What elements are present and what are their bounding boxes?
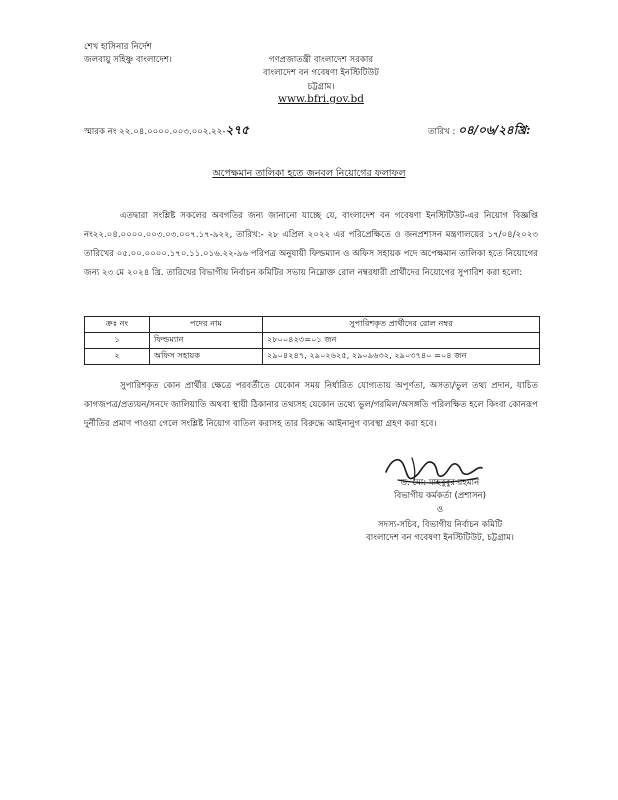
memo-number xyxy=(84,122,249,142)
table-row xyxy=(85,333,540,349)
slogan-line-2: জলবায়ু সহিষ্ণু বাংলাদেশ। xyxy=(84,55,173,65)
intro-paragraph: এতদ্বারা সংশ্লিষ্ট সকলের অবগতির জন্য জানানো যাচ্ছে যে, বাংলাদেশ বন গবেষণা ইনস্টিটিউট-এর নিয়োগ বিজ্ঞপ্তি নং২২.০৪.০০০০.০০৩.০৩.০০৭.১৭-৯২২, তারিখ:- ২৮ এপ্রিল ২০২২ এর পরিপ্রেক্ষিতে ও জনপ্রশাসন মন্ত্রণালয়ের ১৭/০৪/২০২৩ তারিখের ০৫.০০.০০০০.১৭০.১১.০১৬.২২-৯৬ পরিপত্র অনুযায়ী ফিল্ডম্যান ও অফিস সহায়ক পদে অপেক্ষমান তালিকা হতে নিয়োগের জন্য ২৩ মে ২০২৪ খ্রি. তারিখের বিভাগীয় নির্বাচন কমিটির সভায় নিম্নোক্ত রোল নম্বরধারী প্রার্থীদের নিয়োগের সুপারিশ করা হলো: xyxy=(84,211,538,278)
cell-roll-numbers: ২৮০০৪২৩=০১ জন xyxy=(263,333,540,349)
warning-paragraph: সুপারিশকৃত কোন প্রার্থীর ক্ষেত্রে পরবর্তীতে যেকোন সময় নির্ধারিত যোগ্যতায় অপূর্ণতা, অসত্য/ভুল তথ্য প্রদান, যাচিত কাগজপত্র/প্রত্যয়ন/সনদে জালিয়াতি অথবা স্থায়ী ঠিকানার তথ্যসহ যেকোন তথ্যে ভুল/গরমিল/অসঙ্গতি পরিলক্ষিত হলে কিংবা কোনরূপ দুর্নীতির প্রমাণ পাওয়া গেলে সংশ্লিষ্ট নিয়োগ বাতিল করাসহ তার বিরুদ্ধে আইনানুগ ব্যবস্থা গ্রহণ করা হবে। xyxy=(84,381,538,429)
government-name: গণপ্রজাতন্ত্রী বাংলাদেশ সরকার xyxy=(268,55,374,65)
cell-post: ফিল্ডম্যান xyxy=(150,333,263,349)
cell-roll-numbers: ২৯০৪২৪৭, ২৯০২৬২৫, ২৯০৯৬৩২, ২৯০৩৭৪০ =০৪ জন xyxy=(263,349,540,365)
date-label: তারিখ : xyxy=(428,127,456,137)
header-serial: ক্রঃ নং xyxy=(85,317,150,333)
memo-label: স্মারক নং ২২.০৪.০০০০.০০৩.০০২.২২- xyxy=(84,127,226,137)
signatory-conjunction: ও xyxy=(436,505,444,515)
signatory-title: বিভাগীয় কর্মকর্তা (প্রশাসন) xyxy=(394,491,486,501)
signatory-role: সদস্য-সচিব, বিভাগীয় নির্বাচন কমিটি xyxy=(377,520,503,530)
cell-serial: ১ xyxy=(85,333,150,349)
recommendation-table xyxy=(84,316,540,365)
cell-post: অফিস সহায়ক xyxy=(150,349,263,365)
subject-heading xyxy=(0,167,618,182)
memo-date xyxy=(428,122,530,142)
header-roll-numbers: সুপারিশকৃত প্রার্থীদের রোল নম্বর xyxy=(263,317,540,333)
table-row xyxy=(85,349,540,365)
signatory-name: ড. মো: মাহবুবুর রহমান xyxy=(400,478,480,488)
institute-city: চট্টগ্রাম। xyxy=(307,82,335,92)
date-handwritten-value: ০৪/০৬/২৪খ্রি: xyxy=(458,123,531,137)
cell-serial: ২ xyxy=(85,349,150,365)
subject-text: অপেক্ষমান তালিকা হতে জনবল নিয়োগের ফলাফল xyxy=(212,168,406,179)
header-post: পদের নাম xyxy=(150,317,263,333)
table-header-row xyxy=(85,317,540,333)
signatory-organization: বাংলাদেশ বন গবেষণা ইনস্টিটিউট, চট্টগ্রাম। xyxy=(366,533,514,543)
slogan-line-1: শেখ হাসিনার নির্দেশ xyxy=(84,42,152,52)
memo-handwritten-number: ২৭৫ xyxy=(225,123,249,137)
website-link[interactable]: www.bfri.gov.bd xyxy=(278,93,364,105)
institute-name: বাংলাদেশ বন গবেষণা ইনস্টিটিউট xyxy=(263,68,379,78)
